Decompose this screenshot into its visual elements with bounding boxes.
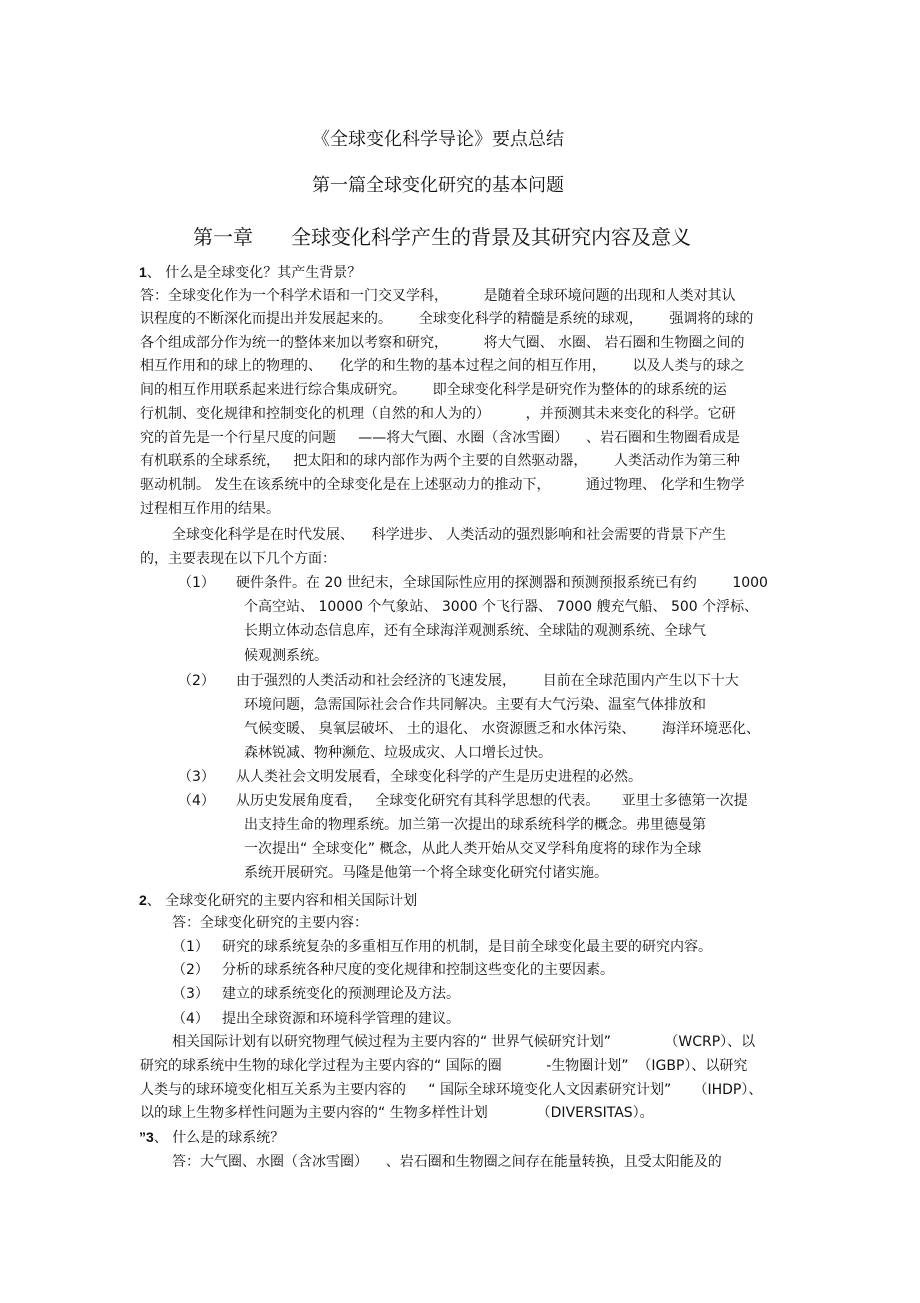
programs-line: 以的球上生物多样性问题为主要内容的“ 生物多样性计划 （DIVERSITAS）。: [140, 1105, 654, 1121]
text-line: 的，主要表现在以下几个方面：: [140, 551, 336, 567]
item-label: （1）: [172, 939, 209, 955]
question-3-heading: [139, 1129, 284, 1146]
answer-line: 答：全球变化作为一个科学术语和一门交叉学科， 是随着全球环境问题的出现和人类对其认: [140, 288, 736, 304]
document-title: 《全球变化科学导论》要点总结: [312, 129, 564, 150]
item-label: （4）: [172, 1011, 209, 1027]
item-line: 硬件条件。在 20 世纪末，全球国际性应用的探测器和预测预报系统已有约 1000: [236, 575, 768, 591]
item-line: 一次提出“ 全球变化” 概念，从此人类开始从交叉学科角度将的球作为全球: [244, 841, 702, 857]
answer-line: 究的首先是一个行星尺度的问题 ——将大气圈、水圈（含冰雪圈） 、岩石圈和生物圈看成是: [140, 430, 741, 446]
question-text: 、 什么是的球系统？: [153, 1130, 285, 1146]
item-line: 气候变暖、 臭氧层破坏、 土的退化、 水资源匮乏和水体污染、 海洋环境恶化、: [244, 721, 761, 737]
answer-line: 相互作用和的球上的物理的、 化学的和生物的基本过程之间的相互作用， 以及人类与的球之: [140, 358, 745, 374]
item-line: 从人类社会文明发展看，全球变化科学的产生是历史进程的必然。: [236, 769, 642, 785]
question-number: 1: [139, 264, 147, 280]
question-number: ”3: [139, 1129, 154, 1145]
question-1-heading: [139, 264, 361, 281]
answer-line: 过程相互作用的结果。: [140, 501, 280, 517]
item-line: 森林锐减、物种濒危、垃圾成灾、人口增长过快。: [244, 745, 552, 761]
answer-line: 识程度的不断深化而提出并发展起来的。 全球变化科学的精髓是系统的球观， 强调将的球的: [140, 311, 754, 327]
programs-line: 相关国际计划有以研究物理气候过程为主要内容的“ 世界气候研究计划” （WCRP）、以: [172, 1034, 756, 1050]
answer-line: 间的相互作用联系起来进行综合集成研究。 即全球变化科学是研究作为整体的的球系统的运: [140, 382, 727, 398]
answer-line: 答：大气圈、水圈（含冰雪圈） 、岩石圈和生物圈之间存在能量转换，且受太阳能及的: [172, 1154, 722, 1170]
item-label: （2）: [172, 962, 209, 978]
answer-line: 驱动机制。 发生在该系统中的全球变化是在上述驱动力的推动下， 通过物理、 化学和生物学: [140, 477, 745, 493]
item-line: 长期立体动态信息库，还有全球海洋观测系统、全球陆的观测系统、全球气: [244, 623, 706, 639]
item-label: （4）: [178, 793, 215, 809]
item-line: 分析的球系统各种尺度的变化规律和控制这些变化的主要因素。: [222, 962, 614, 978]
item-line: 研究的球系统复杂的多重相互作用的机制，是目前全球变化最主要的研究内容。: [222, 939, 712, 955]
text-line: 全球变化科学是在时代发展、 科学进步、 人类活动的强烈影响和社会需要的背景下产生: [172, 527, 727, 543]
question-text: 、 全球变化研究的主要内容和相关国际计划: [146, 893, 418, 909]
item-label: （3）: [178, 769, 215, 785]
answer-line: 行机制、变化规律和控制变化的机理（自然的和人为的） ，并预测其未来变化的科学。它研: [140, 406, 736, 422]
item-line: 环境问题，急需国际社会合作共同解决。主要有大气污染、温室气体排放和: [244, 697, 706, 713]
answer-line: 有机联系的全球系统， 把太阳和的球内部作为两个主要的自然驱动器， 人类活动作为第三种: [140, 453, 741, 469]
item-line: 提出全球资源和环境科学管理的建议。: [222, 1011, 460, 1027]
question-2-heading: [139, 892, 417, 909]
item-label: （3）: [172, 986, 209, 1002]
item-line: 由于强烈的人类活动和社会经济的飞速发展， 目前在全球范围内产生以下十大: [236, 673, 739, 689]
item-line: 建立的球系统变化的预测理论及方法。: [222, 986, 460, 1002]
chapter-label: 第一章: [193, 225, 253, 249]
item-line: 候观测系统。: [244, 648, 328, 664]
item-line: 系统开展研究。马隆是他第一个将全球变化研究付诸实施。: [244, 865, 608, 881]
answer-intro: 答：全球变化研究的主要内容：: [172, 915, 368, 931]
item-label: （2）: [178, 673, 215, 689]
chapter-title: 全球变化科学产生的背景及其研究内容及意义: [291, 225, 691, 249]
item-line: 出支持生命的物理系统。加兰第一次提出的球系统科学的概念。弗里德曼第: [244, 817, 706, 833]
question-text: 、 什么是全球变化？其产生背景？: [146, 265, 362, 281]
programs-line: 人类与的球环境变化相互关系为主要内容的 “ 国际全球环境变化人文因素研究计划” （IHDP）、: [140, 1082, 763, 1098]
question-number: 2: [139, 892, 147, 908]
item-line: 从历史发展角度看， 全球变化研究有其科学思想的代表。 亚里士多德第一次提: [236, 793, 748, 809]
programs-line: 研究的球系统中生物的球化学过程为主要内容的“ 国际的圈 -生物圈计划” （IGBP）、以研究: [140, 1058, 748, 1074]
answer-line: 各个组成部分作为统一的整体来加以考察和研究， 将大气圈、 水圈、 岩石圈和生物圈之间的: [140, 335, 745, 351]
item-line: 个高空站、 10000 个气象站、 3000 个飞行器、 7000 艘充气船、 500 个浮标、: [244, 599, 759, 615]
part-title: 第一篇全球变化研究的基本问题: [312, 175, 564, 196]
item-label: （1）: [178, 575, 215, 591]
